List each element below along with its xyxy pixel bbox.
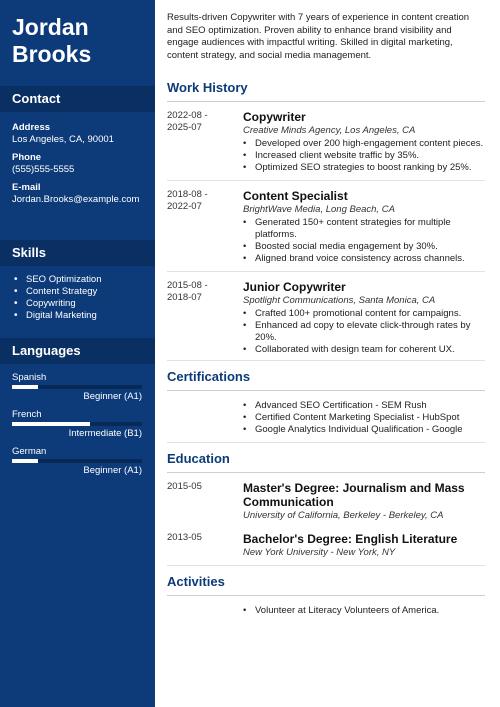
entry-date: 2013-05 bbox=[167, 532, 202, 543]
bullet-text: Enhanced ad copy to elevate click-through rates by 20%. bbox=[255, 320, 471, 343]
entry-date bbox=[167, 280, 243, 356]
certifications-section bbox=[167, 391, 485, 436]
certification-text: Google Analytics Individual Qualification - Google bbox=[255, 424, 463, 435]
list-item bbox=[243, 217, 485, 241]
entry-body bbox=[243, 532, 485, 559]
bullet-icon: • bbox=[243, 217, 247, 228]
entry-body bbox=[243, 280, 485, 356]
certifications-list bbox=[243, 400, 485, 436]
company-name: Creative Minds Agency, Los Angeles, CA bbox=[243, 125, 416, 136]
bullet-text: Aligned brand voice consistency across channels. bbox=[255, 253, 465, 264]
language-proficiency-fill bbox=[12, 422, 90, 426]
bullet-icon: • bbox=[14, 274, 18, 285]
bullet-icon: • bbox=[243, 253, 247, 264]
skills-section bbox=[0, 266, 155, 334]
date-start: 2022-08 - bbox=[167, 110, 208, 121]
contact-label: E-mail bbox=[12, 182, 41, 193]
bullet-icon: • bbox=[243, 320, 247, 331]
education-heading: Education bbox=[167, 443, 485, 473]
name-block bbox=[0, 0, 155, 82]
list-item bbox=[243, 344, 485, 356]
date-end: 2025-07 bbox=[167, 122, 202, 133]
activities-heading: Activities bbox=[167, 566, 485, 596]
contact-section bbox=[0, 112, 155, 236]
certification-text: Advanced SEO Certification - SEM Rush bbox=[255, 400, 427, 411]
language-proficiency-bar bbox=[12, 422, 142, 426]
first-name: Jordan bbox=[12, 14, 89, 40]
activity-text: Volunteer at Literacy Volunteers of America. bbox=[255, 605, 440, 616]
date-start: 2018-08 - bbox=[167, 189, 208, 200]
phone-value: (555)555-5555 bbox=[12, 163, 75, 175]
language-name: Spanish bbox=[12, 372, 47, 383]
language-item bbox=[12, 372, 143, 403]
job-bullets bbox=[243, 217, 485, 265]
bullet-text: Crafted 100+ promotional content for campaigns. bbox=[255, 308, 462, 319]
bullet-text: Developed over 200 high-engagement content pieces. bbox=[255, 138, 484, 149]
bullet-text: Increased client website traffic by 35%. bbox=[255, 150, 420, 161]
list-item bbox=[243, 138, 485, 150]
activities-section bbox=[167, 596, 485, 617]
bullet-text: Boosted social media engagement by 30%. bbox=[255, 241, 438, 252]
bullet-icon: • bbox=[243, 241, 247, 252]
list-item bbox=[243, 400, 485, 412]
language-proficiency-fill bbox=[12, 385, 38, 389]
work-history-heading: Work History bbox=[167, 72, 485, 102]
skill-item bbox=[14, 310, 143, 322]
bullet-icon: • bbox=[243, 308, 247, 319]
entry-date bbox=[167, 110, 243, 174]
skill-label: Digital Marketing bbox=[26, 310, 97, 321]
bullet-icon: • bbox=[243, 412, 247, 423]
certification-text: Certified Content Marketing Specialist - HubSpot bbox=[255, 412, 460, 423]
bullet-icon: • bbox=[243, 138, 247, 149]
skills-list bbox=[12, 274, 143, 322]
contact-heading: Contact bbox=[0, 86, 155, 112]
bullet-icon: • bbox=[243, 605, 247, 616]
date-start: 2015-08 - bbox=[167, 280, 208, 291]
certifications-heading: Certifications bbox=[167, 361, 485, 391]
job-title: Junior Copywriter bbox=[243, 280, 346, 294]
education-entry bbox=[167, 522, 485, 559]
candidate-name bbox=[0, 0, 155, 68]
bullet-text: Collaborated with design team for coherent UX. bbox=[255, 344, 455, 355]
professional-summary: Results-driven Copywriter with 7 years of experience in content creation and SEO optimization. Proven ability to enhance brand visibility and engage audiences with impactful writing. Skilled in digital marketing, content strategy, and social media management. bbox=[167, 12, 470, 61]
bullet-icon: • bbox=[243, 424, 247, 435]
language-level: Beginner (A1) bbox=[83, 391, 142, 402]
entry-date: 2015-05 bbox=[167, 481, 202, 492]
list-item bbox=[243, 412, 485, 424]
languages-section bbox=[0, 364, 155, 477]
list-item bbox=[243, 424, 485, 436]
school-name: New York University - New York, NY bbox=[243, 547, 396, 558]
address-value: Los Angeles, CA, 90001 bbox=[12, 133, 114, 145]
company-name: BrightWave Media, Long Beach, CA bbox=[243, 204, 395, 215]
skill-label: Copywriting bbox=[26, 298, 76, 309]
last-name: Brooks bbox=[12, 41, 92, 67]
job-title: Copywriter bbox=[243, 110, 306, 124]
job-bullets bbox=[243, 308, 485, 356]
bullet-icon: • bbox=[243, 344, 247, 355]
language-proficiency-bar bbox=[12, 385, 142, 389]
bullet-icon: • bbox=[14, 310, 18, 321]
list-item bbox=[243, 162, 485, 174]
date-end: 2018-07 bbox=[167, 292, 202, 303]
language-proficiency-fill bbox=[12, 459, 38, 463]
bullet-text: Generated 150+ content strategies for multiple platforms. bbox=[255, 217, 451, 240]
work-entry bbox=[167, 102, 485, 174]
language-level: Intermediate (B1) bbox=[68, 428, 142, 439]
work-entry bbox=[167, 181, 485, 265]
degree-title: Bachelor's Degree: English Literature bbox=[243, 532, 458, 546]
activities-list bbox=[243, 605, 485, 617]
bullet-text: Optimized SEO strategies to boost ranking by 25%. bbox=[255, 162, 472, 173]
languages-heading: Languages bbox=[0, 338, 155, 364]
entry-body bbox=[243, 481, 485, 522]
degree-title: Master's Degree: Journalism and Mass Communication bbox=[243, 481, 465, 509]
skill-label: Content Strategy bbox=[26, 286, 98, 297]
language-level: Beginner (A1) bbox=[83, 465, 142, 476]
language-proficiency-bar bbox=[12, 459, 142, 463]
skills-heading: Skills bbox=[0, 240, 155, 266]
email-value[interactable]: Jordan.Brooks@example.com bbox=[12, 193, 140, 205]
date-end: 2022-07 bbox=[167, 201, 202, 212]
entry-body bbox=[243, 189, 485, 265]
bullet-icon: • bbox=[243, 400, 247, 411]
bullet-icon: • bbox=[243, 162, 247, 173]
skill-label: SEO Optimization bbox=[26, 274, 102, 285]
school-name: University of California, Berkeley - Berkeley, CA bbox=[243, 510, 444, 521]
entry-date bbox=[167, 189, 243, 265]
work-entry bbox=[167, 272, 485, 356]
language-name: French bbox=[12, 409, 42, 420]
list-item bbox=[243, 241, 485, 253]
entry-body bbox=[243, 110, 485, 174]
job-title: Content Specialist bbox=[243, 189, 348, 203]
company-name: Spotlight Communications, Santa Monica, CA bbox=[243, 295, 436, 306]
bullet-icon: • bbox=[14, 286, 18, 297]
contact-label: Address bbox=[12, 122, 51, 133]
list-item bbox=[243, 150, 485, 162]
education-entry bbox=[167, 473, 485, 522]
language-item bbox=[12, 446, 143, 477]
language-item bbox=[12, 409, 143, 440]
language-name: German bbox=[12, 446, 47, 457]
skill-item bbox=[14, 298, 143, 310]
bullet-icon: • bbox=[14, 298, 18, 309]
list-item bbox=[243, 605, 485, 617]
sidebar bbox=[0, 0, 155, 707]
list-item bbox=[243, 308, 485, 320]
bullet-icon: • bbox=[243, 150, 247, 161]
list-item bbox=[243, 320, 485, 344]
skill-item bbox=[14, 286, 143, 298]
contact-label: Phone bbox=[12, 152, 42, 163]
main-content bbox=[155, 0, 500, 707]
skill-item bbox=[14, 274, 143, 286]
list-item bbox=[243, 253, 485, 265]
job-bullets bbox=[243, 138, 485, 174]
